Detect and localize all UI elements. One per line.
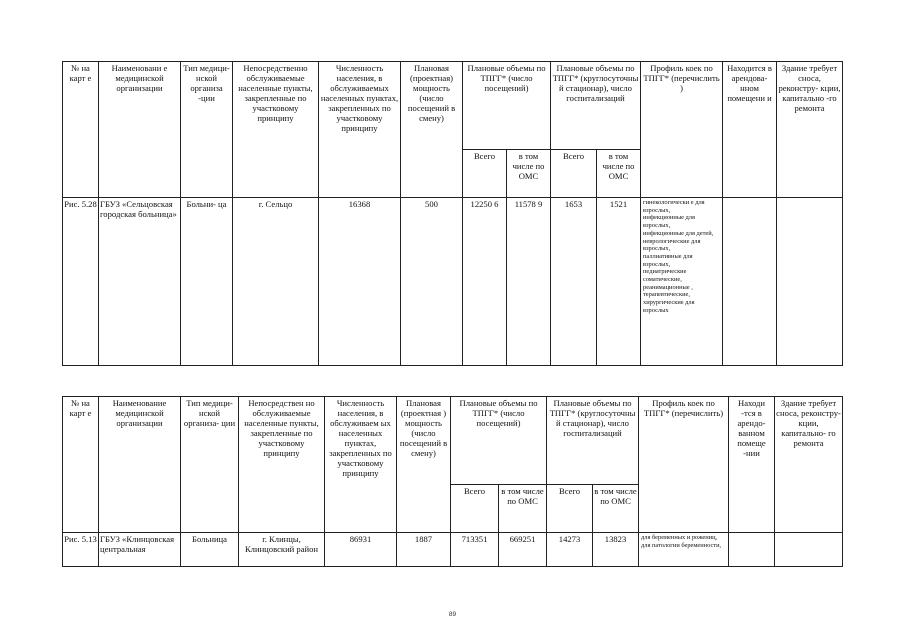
table-row	[63, 198, 843, 366]
profile-line: инфекционные для детей,	[643, 229, 714, 237]
profile-line: паллиативные для взрослых,	[643, 252, 693, 268]
header-rented: Находится в арендова- нном помещени и	[723, 62, 777, 198]
cell-points: г. Клинцы, Клинцовский район	[239, 533, 325, 567]
header-visits: Плановые объемы по ТПГГ* (число посещений)	[451, 397, 547, 485]
header-capacity: Плановая (проектная) мощность (число посещений в смену)	[401, 62, 463, 198]
header-profile: Профиль коек по ТПГГ* (перечислить )	[641, 62, 723, 198]
cell-capacity: 500	[401, 198, 463, 366]
header-name: Наименовани е медицинской организации	[99, 62, 181, 198]
header-population: Численность населения, в обслуживаемых населенных пунктах, закрепленных по участковому принципу	[319, 62, 401, 198]
cell-hosp-total: 14273	[547, 533, 593, 567]
header-demolish: Здание требует сноса, реконстру- кции, капитально- го ремонта	[775, 397, 843, 533]
profile-line: терапевтические,	[643, 291, 690, 299]
cell-population: 16368	[319, 198, 401, 366]
cell-num: Рис. 5.28	[63, 198, 99, 366]
header-visits-oms: в том числе по ОМС	[507, 150, 551, 198]
header-population: Численность населения, в обслуживаем ых населенных пунктах, закрепленных по участковому принципу	[325, 397, 397, 533]
profile-line: для беременных и рожениц,	[641, 534, 718, 541]
header-name: Наименование медицинской организации	[99, 397, 181, 533]
header-rented: Находи -тся в арендо- ванном помеще -нии	[729, 397, 775, 533]
cell-profile	[641, 198, 723, 366]
header-hosp: Плановые объемы по ТПГГ* (круглосуточны й стационар), число госпитализаций	[547, 397, 639, 485]
page-number: 89	[448, 611, 457, 618]
header-capacity: Плановая (проектная ) мощность (число посещений в смену)	[397, 397, 451, 533]
profile-line: хирургические для взрослых	[643, 299, 695, 314]
header-hosp-total: Всего	[551, 150, 597, 198]
profile-line: педиатрические соматические,	[643, 268, 687, 284]
cell-demolish	[775, 533, 843, 567]
cell-hosp-oms: 13823	[593, 533, 639, 567]
header-demolish: Здание требует сноса, реконстру- кции, капитально -го ремонта	[777, 62, 843, 198]
header-points: Непосредственно обслуживаемые населенные пункты, закрепленные по участковому принципу	[233, 62, 319, 198]
cell-type: Больница	[181, 533, 239, 567]
profile-line: для патологии беременности,	[641, 541, 722, 549]
header-num: № на карт е	[63, 62, 99, 198]
table-klintsy-hospital	[62, 396, 843, 567]
cell-name: ГБУЗ «Сельцовская городская больница»	[99, 198, 181, 366]
cell-demolish	[777, 198, 843, 366]
cell-rented	[729, 533, 775, 567]
cell-profile	[639, 533, 729, 567]
profile-line: инфекционные для взрослых,	[643, 214, 695, 230]
header-hosp-oms: в том числе по ОМС	[593, 485, 639, 533]
cell-capacity: 1887	[397, 533, 451, 567]
header-hosp: Плановые объемы по ТПГГ* (круглосуточны й стационар), число госпитализаций	[551, 62, 641, 150]
header-visits-oms: в том числе по ОМС	[499, 485, 547, 533]
header-visits-total: Всего	[463, 150, 507, 198]
header-points: Непосредствен но обслуживаемые населенные пункты, закрепленные по участковому принципу	[239, 397, 325, 533]
profile-line: неврологические для взрослых,	[643, 237, 701, 253]
header-type: Тип медици- нской организа -ции	[181, 62, 233, 198]
cell-hosp-total: 1653	[551, 198, 597, 366]
header-hosp-total: Всего	[547, 485, 593, 533]
header-visits-total: Всего	[451, 485, 499, 533]
cell-type: Больни- ца	[181, 198, 233, 366]
profile-line: гинекологически е для взрослых,	[643, 199, 705, 214]
cell-visits-oms: 11578 9	[507, 198, 551, 366]
cell-num: Рис. 5.13	[63, 533, 99, 567]
header-type: Тип медици- нской организа- ции	[181, 397, 239, 533]
header-num: № на карт е	[63, 397, 99, 533]
header-hosp-oms: в том числе по ОМС	[597, 150, 641, 198]
cell-visits-total: 12250 6	[463, 198, 507, 366]
header-profile: Профиль коек по ТПГГ* (перечислить)	[639, 397, 729, 533]
header-visits: Плановые объемы по ТПГГ* (число посещений)	[463, 62, 551, 150]
cell-population: 86931	[325, 533, 397, 567]
cell-name: ГБУЗ «Клинцовская центральная	[99, 533, 181, 567]
table-seltso-hospital	[62, 61, 843, 366]
table-row	[63, 533, 843, 567]
profile-line: реанимационные ,	[643, 283, 693, 291]
cell-visits-oms: 669251	[499, 533, 547, 567]
cell-visits-total: 713351	[451, 533, 499, 567]
cell-rented	[723, 198, 777, 366]
cell-hosp-oms: 1521	[597, 198, 641, 366]
cell-points: г. Сельцо	[233, 198, 319, 366]
